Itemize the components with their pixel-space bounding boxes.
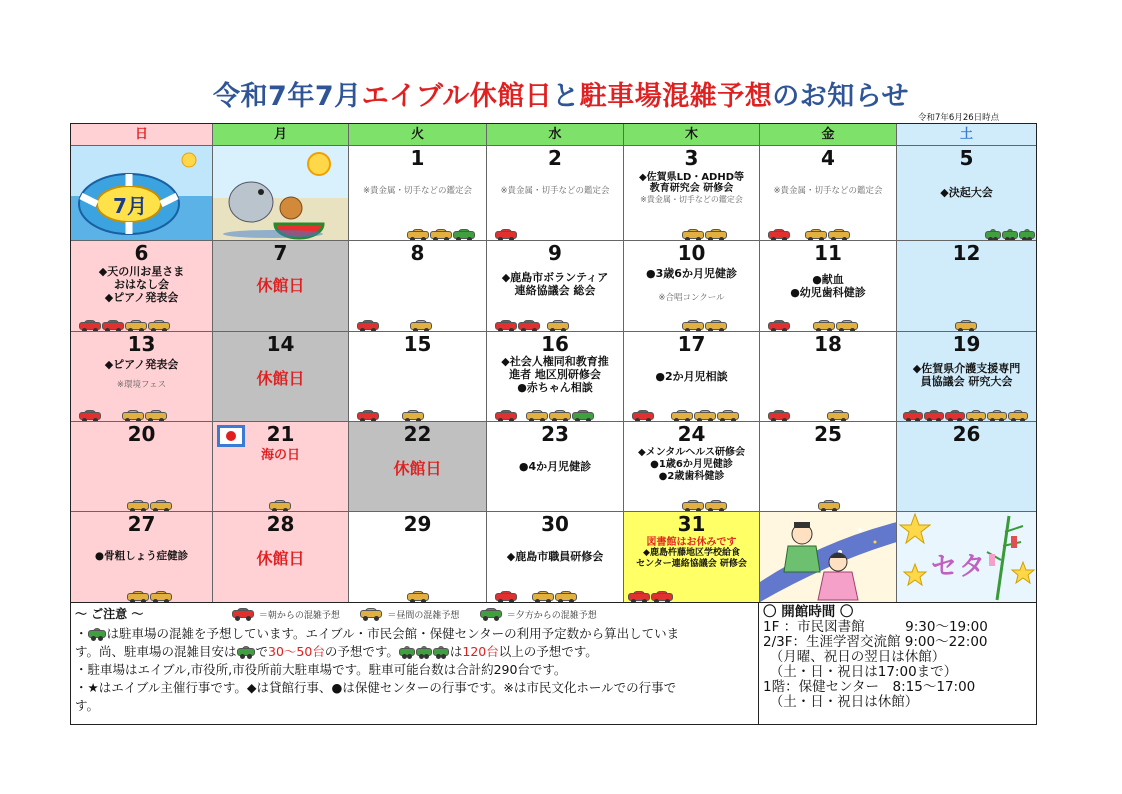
car-noon-icon <box>549 410 571 422</box>
event-item: ◆佐賀県介護支援専門 <box>912 362 1021 375</box>
hours-row: （土・日・祝日は17:00まで） <box>763 664 958 680</box>
car-noon-icon <box>671 410 693 422</box>
car-evening-icon <box>480 608 502 621</box>
event-note: ※貴金属・切手などの鑑定会 <box>362 186 473 196</box>
car-morning-icon <box>628 591 650 602</box>
day-5 <box>897 146 1036 241</box>
car-noon-icon <box>828 229 850 241</box>
day-9 <box>487 241 624 332</box>
congestion-cars <box>407 585 482 601</box>
capacity-high: 120台 <box>462 644 499 659</box>
congestion-cars <box>357 314 482 330</box>
footer-notes <box>70 603 1037 725</box>
car-morning-icon <box>495 410 517 422</box>
car-evening-icon <box>88 628 106 641</box>
day-number: 13 <box>127 332 156 356</box>
day-number: 9 <box>548 241 562 265</box>
car-noon-icon <box>717 410 739 422</box>
car-noon-icon <box>694 410 716 422</box>
event-item: ◆鹿島市ボランティア <box>501 271 609 284</box>
car-noon-icon <box>555 591 577 602</box>
congestion-cars <box>495 223 619 239</box>
day-26 <box>897 422 1036 512</box>
event-note: ※環境フェス <box>116 380 167 390</box>
car-noon-icon <box>125 320 147 332</box>
event-item: 員協議会 研究大会 <box>920 375 1013 388</box>
event-note: ※貴金属・切手などの鑑定会 <box>773 186 883 196</box>
congestion-cars <box>818 494 892 510</box>
car-morning-icon <box>495 320 517 332</box>
event-note: ※貴金属・切手などの鑑定会 <box>640 195 743 204</box>
congestion-cars <box>768 314 892 330</box>
car-noon-icon <box>150 500 172 512</box>
car-noon-icon <box>269 500 291 512</box>
congestion-cars <box>127 494 208 510</box>
weekday-fri: 金 <box>760 124 897 146</box>
car-noon-icon <box>1008 410 1028 422</box>
day-number: 19 <box>952 332 981 356</box>
car-noon-icon <box>836 320 858 332</box>
car-morning-icon <box>232 608 254 621</box>
day-number: 31 <box>677 512 706 536</box>
caution-text: の予想です。 <box>324 644 399 659</box>
day-22 <box>349 422 487 512</box>
car-noon-icon <box>430 229 452 241</box>
caution-line-5: す。 <box>75 698 100 713</box>
car-evening-icon <box>985 229 1001 241</box>
closed-day-label: 休館日 <box>256 369 305 388</box>
day-18 <box>760 332 897 422</box>
day-19 <box>897 332 1036 422</box>
event-item: ◆ピアノ発表会 <box>104 291 179 304</box>
day-number: 15 <box>403 332 432 356</box>
car-morning-icon <box>924 410 944 422</box>
car-morning-icon <box>357 410 379 422</box>
caution-line-2 <box>75 643 754 661</box>
car-morning-icon <box>903 410 923 422</box>
congestion-cars <box>495 404 619 420</box>
car-evening-icon <box>399 646 415 659</box>
day-number: 22 <box>403 422 432 446</box>
car-noon-icon <box>966 410 986 422</box>
title-closed-days: エイブル休館日 <box>361 81 553 112</box>
day-23 <box>487 422 624 512</box>
car-noon-icon <box>955 320 977 332</box>
event-note: ※貴金属・切手などの鑑定会 <box>500 186 610 196</box>
day-4 <box>760 146 897 241</box>
day-number: 1 <box>410 146 425 170</box>
event-item: おはなし会 <box>114 278 169 291</box>
day-number: 7 <box>273 241 288 265</box>
day-16 <box>487 332 624 422</box>
day-25 <box>760 422 897 512</box>
car-noon-icon <box>682 500 704 512</box>
car-morning-icon <box>495 591 517 602</box>
event-item: ●4か月児健診 <box>518 460 592 473</box>
car-noon-icon <box>127 500 149 512</box>
event-item: ◆決起大会 <box>940 186 993 199</box>
day-number: 25 <box>814 422 842 446</box>
hours-row: 1階：保健センター 8:15～17:00 <box>763 679 976 695</box>
orihime-hikoboshi-illustration <box>760 512 897 602</box>
month-illustration <box>71 146 213 241</box>
caution-line-4: ・★はエイブル主催行事です。◆は貸館行事、●は保健センターの行事です。※は市民文化ホールでの行事で <box>75 680 677 695</box>
holiday-label: 海の日 <box>260 448 300 463</box>
day-number: 8 <box>410 241 425 265</box>
car-noon-icon <box>360 608 382 621</box>
title-parking: 駐車場混雑予想 <box>579 81 773 112</box>
caution-line-1: ・ は駐車場の混雑を予想しています。エイブル・市民会館・保健センターの利用予定数から算出していま <box>75 626 680 641</box>
car-noon-icon <box>547 320 569 332</box>
car-noon-icon <box>682 229 704 241</box>
day-number: 26 <box>952 422 981 446</box>
day-number: 12 <box>952 241 981 265</box>
congestion-cars <box>127 585 208 601</box>
event-item: ◆鹿島杵藤地区学校給食 <box>643 548 740 558</box>
weekday-mon: 月 <box>213 124 349 146</box>
event-item: センター連絡協議会 研修会 <box>636 559 747 569</box>
car-noon-icon <box>813 320 835 332</box>
congestion-cars <box>955 314 1032 330</box>
day-number: 23 <box>541 422 569 446</box>
event-item: ●骨粗しょう症健診 <box>94 550 189 562</box>
day-number: 18 <box>814 332 842 356</box>
car-morning-icon <box>518 320 540 332</box>
congestion-cars <box>985 223 1032 239</box>
congestion-cars <box>495 314 619 330</box>
day-number: 5 <box>959 146 974 170</box>
day-number: 2 <box>548 146 562 170</box>
car-morning-icon <box>768 229 790 241</box>
day-number: 4 <box>821 146 835 170</box>
event-item: ●3歳6か月児健診 <box>646 267 737 280</box>
car-noon-icon <box>526 410 548 422</box>
day-12 <box>897 241 1036 332</box>
car-noon-icon <box>827 410 849 422</box>
library-closed-notice: 図書館はお休みです <box>646 537 737 548</box>
day-13 <box>71 332 213 422</box>
title-and: と <box>552 81 580 112</box>
hours-row: 2/3F：生涯学習交流館 9:00～22:00 <box>763 634 988 650</box>
legend-row <box>75 605 754 625</box>
day-number: 14 <box>266 332 295 356</box>
summer-illustration <box>213 146 349 241</box>
event-item: 進者 地区別研修会 <box>509 368 601 381</box>
congestion-cars <box>357 404 482 420</box>
day-6 <box>71 241 213 332</box>
car-morning-icon <box>102 320 124 332</box>
day-number: 29 <box>403 512 432 536</box>
capacity-low: 30～50台 <box>268 644 325 659</box>
day-8 <box>349 241 487 332</box>
day-28 <box>213 512 349 602</box>
day-24 <box>624 422 760 512</box>
car-morning-icon <box>79 320 101 332</box>
caution-text: す。尚、駐車場の混雑目安は <box>75 644 237 659</box>
congestion-cars <box>269 494 344 510</box>
event-item: ●2歳歯科健診 <box>658 471 725 482</box>
hours-row: 1F ：市民図書館 9:30～19:00 <box>763 619 988 635</box>
car-morning-icon <box>495 229 517 241</box>
car-evening-icon <box>1019 229 1035 241</box>
page-title <box>0 74 1122 113</box>
legend-noon: ＝昼間の混雑予想 <box>387 611 460 621</box>
day-number: 28 <box>266 512 295 536</box>
caution-text: は <box>449 644 463 659</box>
weekday-thu: 木 <box>624 124 760 146</box>
car-morning-icon <box>768 320 790 332</box>
elephant-watermelon-illustration <box>213 146 349 241</box>
car-evening-icon <box>572 410 594 422</box>
caution-text: で <box>255 644 269 659</box>
day-11 <box>760 241 897 332</box>
car-evening-icon <box>1002 229 1018 241</box>
car-noon-icon <box>150 591 172 602</box>
closed-day-label: 休館日 <box>256 276 305 295</box>
day-number: 30 <box>541 512 569 536</box>
hours-heading: 〇 開館時間 〇 <box>763 604 854 620</box>
tanabata-illustration <box>897 512 1036 602</box>
car-noon-icon <box>127 591 149 602</box>
congestion-cars <box>682 494 755 510</box>
car-evening-icon <box>433 646 449 659</box>
day-15 <box>349 332 487 422</box>
car-noon-icon <box>145 410 167 422</box>
event-item: ◆天の川お星さま <box>98 265 185 278</box>
car-morning-icon <box>79 410 101 422</box>
car-noon-icon <box>705 500 727 512</box>
car-morning-icon <box>357 320 379 332</box>
caution-text: は駐車場の混雑を予想しています。エイブル・市民会館・保健センターの利用予定数から算出していま <box>106 626 680 641</box>
caution-line-3: ・駐車場はエイブル,市役所,市役所前大駐車場です。駐車可能台数は合計約290台です。 <box>75 662 567 677</box>
day-number: 3 <box>684 146 699 170</box>
hours-row: （月曜、祝日の翌日は休館） <box>763 649 946 665</box>
congestion-cars <box>632 404 755 420</box>
day-29 <box>349 512 487 602</box>
day-21 <box>213 422 349 512</box>
car-morning-icon <box>651 591 673 602</box>
car-noon-icon <box>532 591 554 602</box>
event-item: ◆社会人権同和教育推 <box>501 355 609 368</box>
event-item: ◆鹿島市職員研修会 <box>506 550 604 563</box>
opening-hours-box <box>759 603 1035 724</box>
day-30 <box>487 512 624 602</box>
closed-day-label: 休館日 <box>393 459 442 478</box>
weekday-wed: 水 <box>487 124 624 146</box>
tanabata-label: セタ <box>931 552 988 582</box>
day-2 <box>487 146 624 241</box>
day-number: 21 <box>266 422 295 446</box>
as-of-date: 令和7年6月26日時点 <box>918 113 1000 123</box>
event-item: ●幼児歯科健診 <box>790 286 866 299</box>
day-number: 10 <box>677 241 706 265</box>
day-number: 20 <box>127 422 156 446</box>
day-14 <box>213 332 349 422</box>
weekday-tue: 火 <box>349 124 487 146</box>
event-note: ※合唱コンクール <box>658 293 725 303</box>
day-7 <box>213 241 349 332</box>
congestion-cars <box>768 223 892 239</box>
car-noon-icon <box>705 320 727 332</box>
title-notice: のお知らせ <box>772 81 909 112</box>
day-27 <box>71 512 213 602</box>
day-20 <box>71 422 213 512</box>
congestion-cars <box>79 404 208 420</box>
day-number: 11 <box>814 241 842 265</box>
congestion-cars <box>79 314 208 330</box>
day-number: 16 <box>541 332 569 356</box>
calendar <box>70 123 1037 603</box>
congestion-cars <box>903 404 1032 420</box>
car-evening-icon <box>416 646 432 659</box>
car-evening-icon <box>453 229 475 241</box>
car-noon-icon <box>987 410 1007 422</box>
car-noon-icon <box>805 229 827 241</box>
car-noon-icon <box>705 229 727 241</box>
caution-text: 以上の予想です。 <box>498 644 598 659</box>
car-morning-icon <box>632 410 654 422</box>
day-number: 17 <box>677 332 706 356</box>
event-item: 連絡協議会 総会 <box>514 284 596 297</box>
day-number: 24 <box>677 422 706 446</box>
closed-day-label: 休館日 <box>256 549 305 568</box>
event-item: ◆ピアノ発表会 <box>104 358 179 371</box>
day-3 <box>624 146 760 241</box>
weekday-sat: 土 <box>897 124 1036 146</box>
caution-box <box>71 603 759 724</box>
day-number: 6 <box>134 241 149 265</box>
day-31 <box>624 512 760 602</box>
car-morning-icon <box>945 410 965 422</box>
day-1 <box>349 146 487 241</box>
car-noon-icon <box>122 410 144 422</box>
month-badge: 7月 <box>113 194 147 218</box>
car-noon-icon <box>407 229 429 241</box>
car-noon-icon <box>818 500 840 512</box>
day-10 <box>624 241 760 332</box>
congestion-cars <box>628 585 755 601</box>
car-noon-icon <box>402 410 424 422</box>
hours-row: （土・日・祝日は休館） <box>763 694 919 710</box>
event-item: 教育研究会 研修会 <box>649 183 734 194</box>
legend-evening: ＝夕方からの混雑予想 <box>506 611 597 621</box>
car-noon-icon <box>407 591 429 602</box>
day-number: 27 <box>127 512 156 536</box>
title-month: 令和7年7月 <box>213 81 362 112</box>
day-17 <box>624 332 760 422</box>
event-item: ◆佐賀県LD・ADHD等 <box>638 172 745 183</box>
event-item: ●献血 <box>812 273 844 286</box>
congestion-cars <box>407 223 482 239</box>
car-morning-icon <box>768 410 790 422</box>
caution-heading: ～ ご注意 ～ <box>75 607 144 621</box>
congestion-cars <box>682 314 755 330</box>
congestion-cars <box>682 223 755 239</box>
car-evening-icon <box>237 646 255 659</box>
congestion-cars <box>495 585 619 601</box>
congestion-cars <box>768 404 892 420</box>
event-item: ●赤ちゃん相談 <box>517 381 593 394</box>
event-item: ●2か月児相談 <box>655 370 728 383</box>
weekday-sun: 日 <box>71 124 213 146</box>
car-noon-icon <box>148 320 170 332</box>
legend-morning: ＝朝からの混雑予想 <box>258 611 340 621</box>
event-item: ◆メンタルヘルス研修会 <box>638 447 745 458</box>
car-noon-icon <box>410 320 432 332</box>
tanabata-couple-illustration <box>760 512 897 602</box>
event-item: ●1歳6か月児健診 <box>650 459 733 470</box>
car-noon-icon <box>682 320 704 332</box>
